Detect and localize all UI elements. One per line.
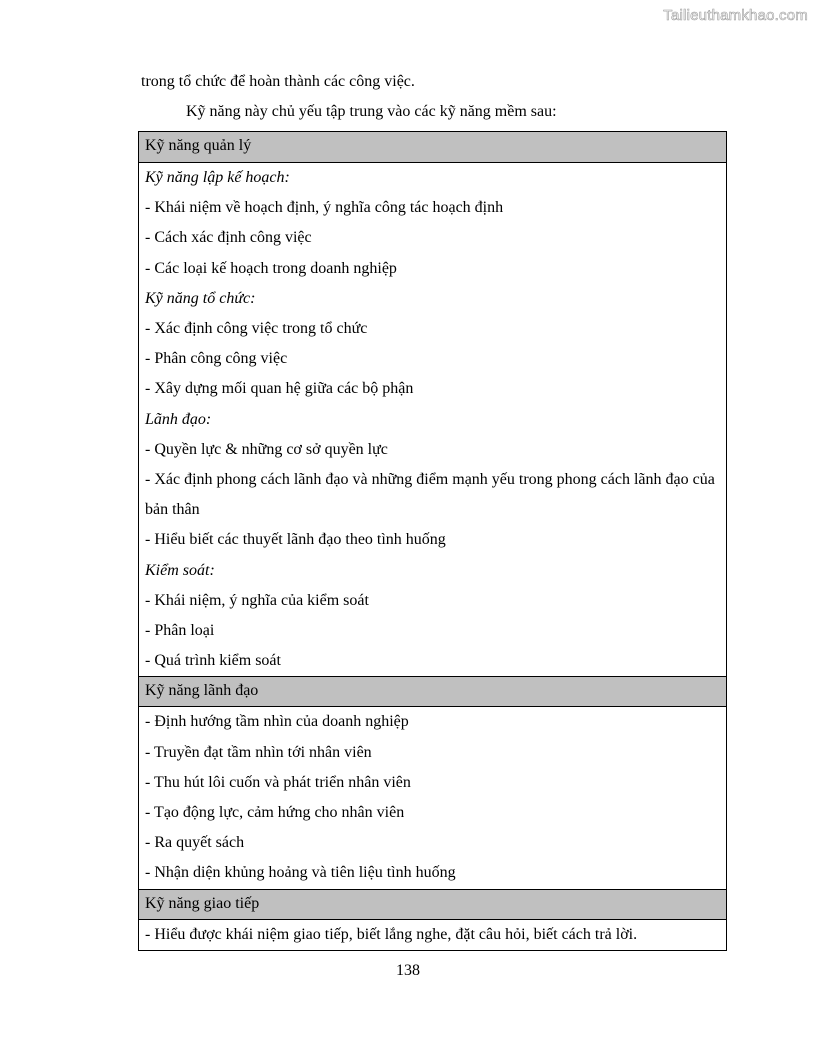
communication-section xyxy=(139,920,726,950)
list-item: - Thu hút lôi cuốn và phát triển nhân viên xyxy=(145,773,411,791)
list-item: - Khái niệm về hoạch định, ý nghĩa công tác hoạch định xyxy=(145,199,504,217)
list-item: - Quyền lực & những cơ sở quyền lực xyxy=(145,440,388,458)
list-item: - Xác định phong cách lãnh đạo và những điểm mạnh yếu trong phong cách lãnh đạo của bản thân xyxy=(145,471,715,519)
list-item: - Cách xác định công việc xyxy=(145,229,312,247)
list-item: - Hiểu biết các thuyết lãnh đạo theo tình huống xyxy=(145,531,446,549)
watermark: Tailieuthamkhao.com xyxy=(663,7,808,24)
list-item: - Khái niệm, ý nghĩa của kiểm soát xyxy=(145,591,369,609)
list-item: - Các loại kế hoạch trong doanh nghiệp xyxy=(145,259,397,277)
intro-line-1: trong tổ chức để hoàn thành các công việc. xyxy=(141,73,415,90)
list-item: - Truyền đạt tầm nhìn tới nhân viên xyxy=(145,743,372,761)
planning-title: Kỹ năng lập kế hoạch: xyxy=(145,169,290,186)
communication-header: Kỹ năng giao tiếp xyxy=(139,889,726,920)
controlling-title: Kiểm soát: xyxy=(145,561,215,579)
list-item: - Định hướng tầm nhìn của doanh nghiệp xyxy=(145,713,409,731)
list-item: - Phân loại xyxy=(145,622,215,640)
leadership-section xyxy=(139,707,726,888)
list-item: - Xác định công việc trong tổ chức xyxy=(145,320,368,338)
intro-line-2: Kỹ năng này chủ yếu tập trung vào các kỹ năng mềm sau: xyxy=(186,103,557,120)
list-item: - Tạo động lực, cảm hứng cho nhân viên xyxy=(145,804,405,822)
leadership-header: Kỹ năng lãnh đạo xyxy=(139,676,726,707)
management-section xyxy=(139,163,726,676)
list-item: - Quá trình kiểm soát xyxy=(145,652,281,670)
list-item: - Ra quyết sách xyxy=(145,834,245,852)
list-item: - Hiểu được khái niệm giao tiếp, biết lắng nghe, đặt câu hỏi, biết cách trả lời. xyxy=(145,925,638,943)
skills-table xyxy=(138,131,727,951)
page-number: 138 xyxy=(396,962,420,979)
management-header: Kỹ năng quản lý xyxy=(139,132,726,163)
list-item: - Phân công công việc xyxy=(145,350,288,368)
list-item: - Nhận diện khủng hoảng và tiên liệu tình huống xyxy=(145,864,456,882)
list-item: - Xây dựng mối quan hệ giữa các bộ phận xyxy=(145,380,414,398)
leading-title: Lãnh đạo: xyxy=(145,410,212,428)
organizing-title: Kỹ năng tổ chức: xyxy=(145,289,256,307)
